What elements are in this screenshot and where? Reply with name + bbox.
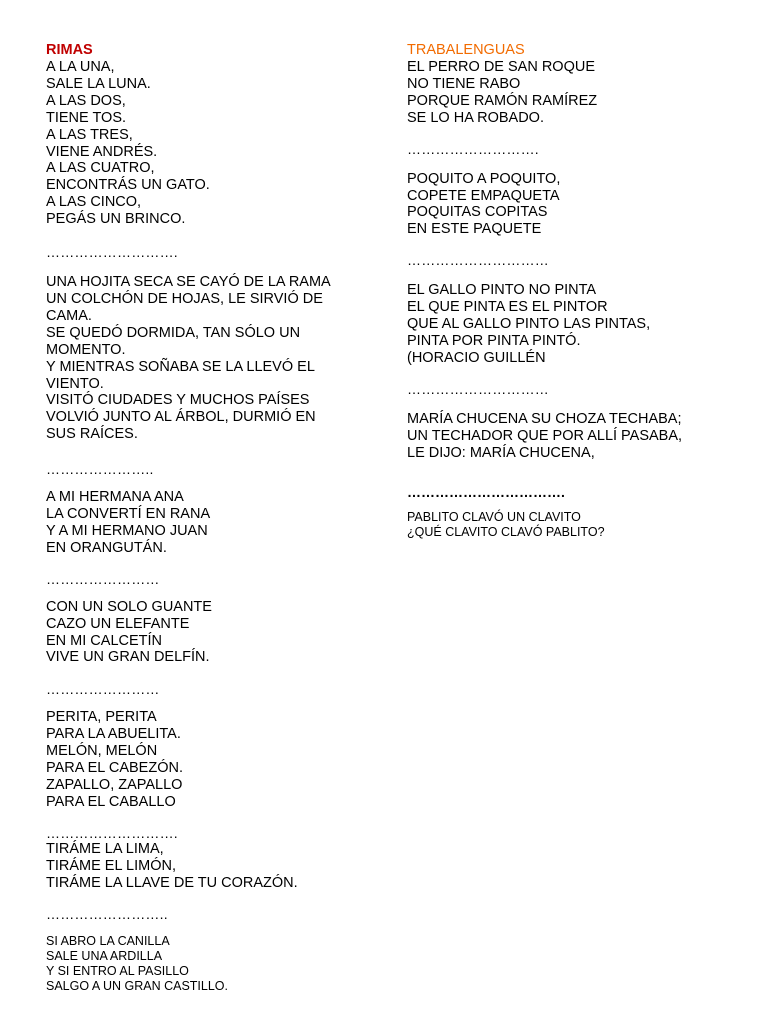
verse-a-la-una (46, 59, 376, 228)
verse-line: SI ABRO LA CANILLA (46, 933, 170, 948)
verse-line: PEGÁS UN BRINCO. (46, 211, 186, 228)
separator: ……………………………. (407, 483, 565, 500)
verse-line: PARA EL CABEZÓN. (46, 760, 183, 777)
verse-line: CAZO UN ELEFANTE (46, 615, 190, 632)
separator: …………………… (46, 681, 160, 698)
verse-line: PARA EL CABALLO (46, 793, 176, 810)
verse-line: A LAS CUATRO, (46, 160, 155, 177)
verse-line: SALGO A UN GRAN CASTILLO. (46, 978, 229, 993)
verse-line: NO TIENE RABO (407, 75, 521, 92)
verse-line: POQUITO A POQUITO, (407, 170, 561, 187)
verse-line: SE LO HA ROBADO. (407, 109, 544, 126)
verse-solo-guante (46, 599, 376, 667)
verse-line: A LAS TRES, (46, 126, 133, 143)
verse-line: CAMA. (46, 307, 92, 324)
verse-line: LE DIJO: MARÍA CHUCENA, (407, 444, 595, 461)
verse-line: SUS RAÍCES. (46, 426, 138, 443)
verse-line: Y A MI HERMANO JUAN (46, 522, 208, 539)
verse-line: Y MIENTRAS SOÑABA SE LA LLEVÓ EL (46, 358, 315, 375)
separator: ………………….. (46, 461, 154, 478)
verse-line: EN ORANGUTÁN. (46, 539, 167, 556)
verse-line: UN TECHADOR QUE POR ALLÍ PASABA, (407, 427, 683, 444)
trabalenguas-heading: TRABALENGUAS (407, 42, 525, 58)
left-column (46, 42, 376, 994)
separator: ………………………. (46, 824, 178, 841)
verse-line: TIRÁME LA LLAVE DE TU CORAZÓN. (46, 874, 298, 891)
verse-line: A LAS CINCO, (46, 194, 142, 211)
verse-line: ZAPALLO, ZAPALLO (46, 777, 183, 793)
separator: ………………………… (407, 380, 549, 397)
separator: ………………………. (407, 140, 539, 157)
rimas-heading: RIMAS (46, 42, 93, 58)
verse-line: TIRÁME EL LIMÓN, (46, 857, 176, 874)
verse-line: TIRÁME LA LIMA, (46, 840, 164, 857)
verse-line: PABLITO CLAVÓ UN CLAVITO (407, 509, 581, 524)
verse-line: PERITA, PERITA (46, 709, 157, 726)
separator: ………………………. (46, 244, 178, 261)
verse-line: EL QUE PINTA ES EL PINTOR (407, 299, 608, 316)
verse-line: CON UN SOLO GUANTE (46, 598, 212, 615)
verse-line: EL GALLO PINTO NO PINTA (407, 282, 597, 299)
verse-line: EL PERRO DE SAN ROQUE (407, 59, 596, 75)
verse-line: A LAS DOS, (46, 92, 126, 109)
verse-perro-san-roque (407, 59, 747, 127)
verse-line: (HORACIO GUILLÉN (407, 349, 546, 366)
verse-line: SE QUEDÓ DORMIDA, TAN SÓLO UN (46, 324, 301, 341)
verse-hojita-seca (46, 274, 376, 443)
verse-perita (46, 709, 376, 810)
verse-canilla (46, 934, 376, 994)
verse-line: LA CONVERTÍ EN RANA (46, 506, 211, 523)
verse-line: UNA HOJITA SECA SE CAYÓ DE LA RAMA (46, 274, 331, 291)
right-column (407, 42, 747, 540)
separator: …………………… (46, 570, 160, 587)
verse-gallo-pinto (407, 282, 747, 367)
verse-line: MELÓN, MELÓN (46, 743, 158, 760)
verse-line: VISITÓ CIUDADES Y MUCHOS PAÍSES (46, 392, 310, 409)
verse-line: ENCONTRÁS UN GATO. (46, 177, 210, 194)
verse-line: ¿QUÉ CLAVITO CLAVÓ PABLITO? (407, 524, 605, 539)
verse-line: SALE LA LUNA. (46, 75, 151, 92)
verse-line: UN COLCHÓN DE HOJAS, LE SIRVIÓ DE (46, 290, 323, 307)
verse-line: SALE UNA ARDILLA (46, 948, 163, 963)
verse-line: PARA LA ABUELITA. (46, 726, 181, 743)
verse-line: MARÍA CHUCENA SU CHOZA TECHABA; (407, 410, 682, 427)
verse-line: MOMENTO. (46, 341, 126, 358)
verse-line: EN ESTE PAQUETE (407, 221, 542, 238)
verse-line: A MI HERMANA ANA (46, 489, 184, 506)
verse-line: VIENTO. (46, 375, 104, 392)
verse-hermana-ana (46, 489, 376, 557)
verse-tirame-la-lima (46, 841, 376, 892)
verse-line: QUE AL GALLO PINTO LAS PINTAS, (407, 316, 651, 333)
verse-line: VOLVIÓ JUNTO AL ÁRBOL, DURMIÓ EN (46, 409, 316, 426)
separator: ………………………… (407, 252, 549, 269)
verse-line: EN MI CALCETÍN (46, 632, 163, 649)
verse-line: TIENE TOS. (46, 109, 127, 126)
verse-line: VIENE ANDRÉS. (46, 143, 158, 160)
separator: …………………….. (46, 905, 168, 922)
verse-line: PORQUE RAMÓN RAMÍREZ (407, 92, 598, 109)
verse-line: COPETE EMPAQUETA (407, 187, 560, 204)
verse-pablito-clavo (407, 510, 747, 540)
verse-line: VIVE UN GRAN DELFÍN. (46, 649, 210, 666)
verse-line: A LA UNA, (46, 59, 115, 75)
verse-line: POQUITAS COPITAS (407, 204, 548, 221)
verse-maria-chucena (407, 411, 747, 462)
verse-line: PINTA POR PINTA PINTÓ. (407, 332, 581, 349)
verse-poquito-a-poquito (407, 171, 747, 239)
verse-line: Y SI ENTRO AL PASILLO (46, 963, 189, 978)
